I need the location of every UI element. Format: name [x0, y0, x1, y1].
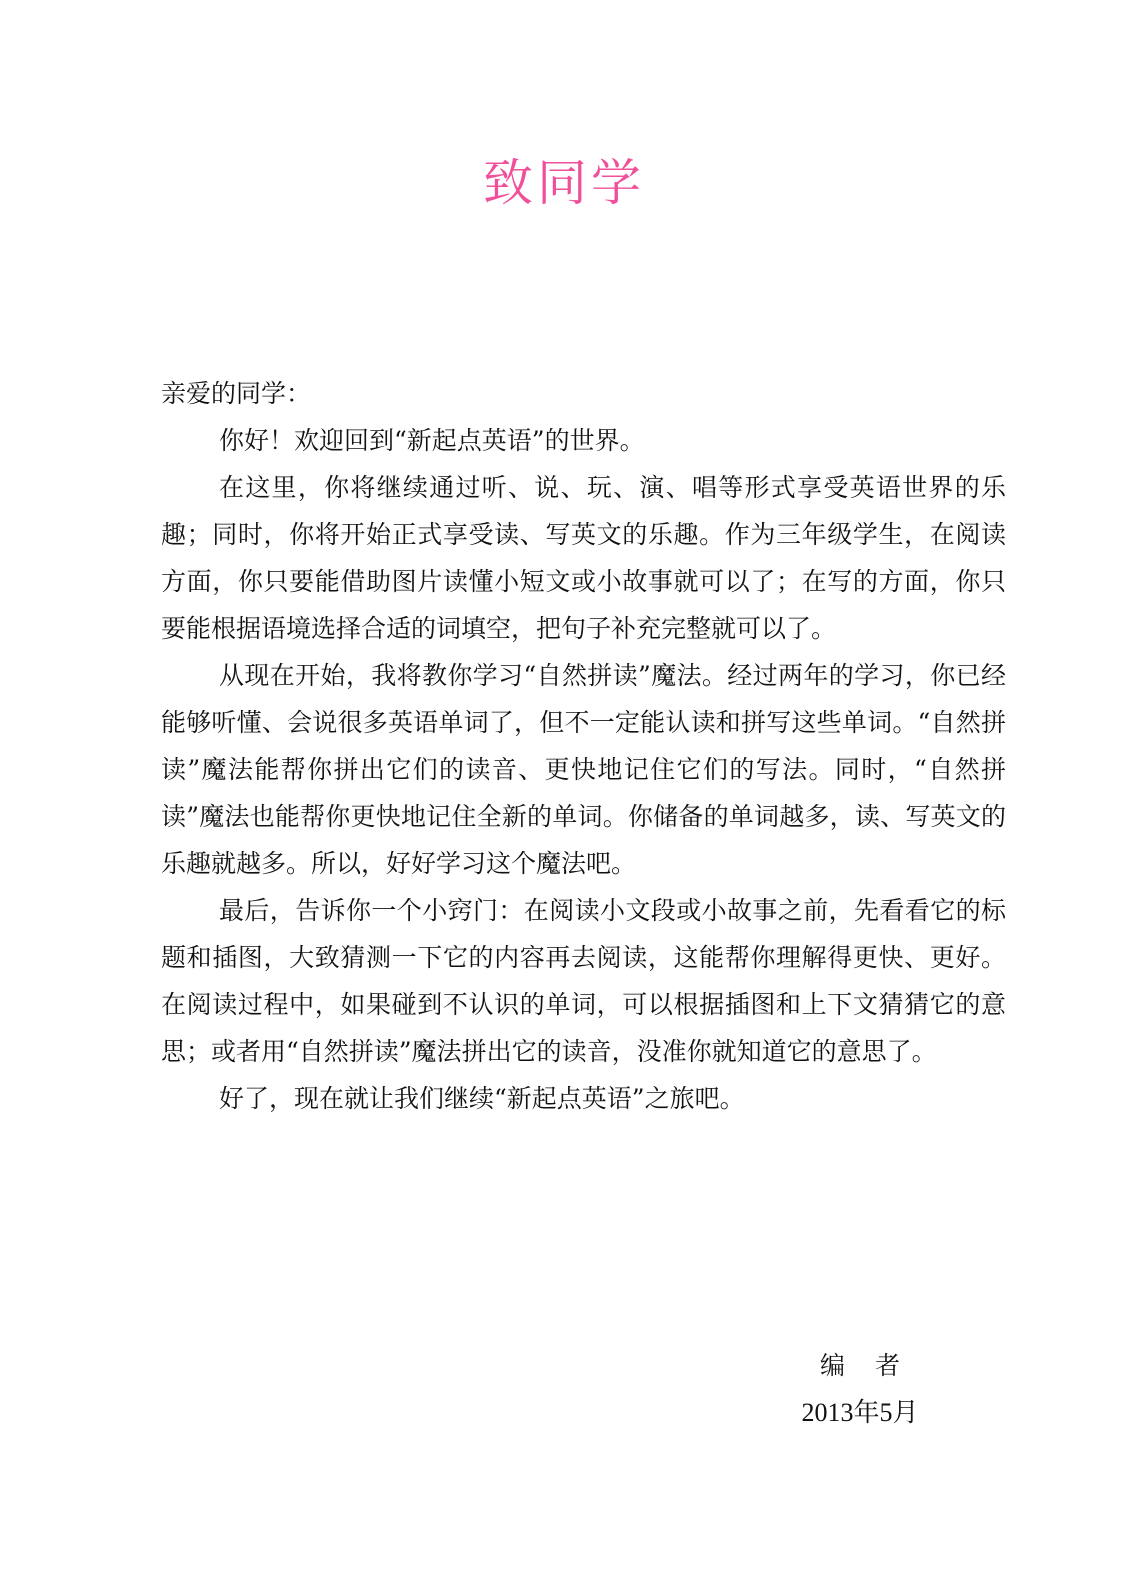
paragraph-closing: 好了，现在就让我们继续“新起点英语”之旅吧。: [219, 1084, 745, 1113]
paragraph-intro: 在这里，你将继续通过听、说、玩、演、唱等形式享受英语世界的乐趣；同时，你将开始正式享受读、写英文的乐趣。作为三年级学生，在阅读方面，你只要能借助图片读懂小短文或小故事就可以了；在写的方面，你只要能根据语境选择合适的词填空，把句子补充完整就可以了。: [161, 473, 1006, 643]
signature-date: 2013年5月: [801, 1398, 919, 1427]
paragraph-tips: 最后，告诉你一个小窍门：在阅读小文段或小故事之前，先看看它的标题和插图，大致猜测一下它的内容再去阅读，这能帮你理解得更快、更好。在阅读过程中，如果碰到不认识的单词，可以根据插图和上下文猜猜它的意思；或者用“自然拼读”魔法拼出它的读音，没准你就知道它的意思了。: [161, 896, 1006, 1066]
signature-editor: 编者: [819, 1351, 930, 1380]
paragraph-phonics: 从现在开始，我将教你学习“自然拼读”魔法。经过两年的学习，你已经能够听懂、会说很多英语单词了，但不一定能认读和拼写这些单词。“自然拼读”魔法能帮你拼出它们的读音、更快地记住它们的写法。同时，“自然拼读”魔法也能帮你更快地记住全新的单词。你储备的单词越多，读、写英文的乐趣就越多。所以，好好学习这个魔法吧。: [161, 661, 1006, 878]
paragraph-greeting: 你好！欢迎回到“新起点英语”的世界。: [219, 426, 645, 455]
letter-body: [161, 370, 1006, 1122]
page-title: 致同学: [483, 154, 645, 212]
signature-block: [760, 1342, 960, 1436]
salutation: 亲爱的同学：: [161, 379, 312, 408]
